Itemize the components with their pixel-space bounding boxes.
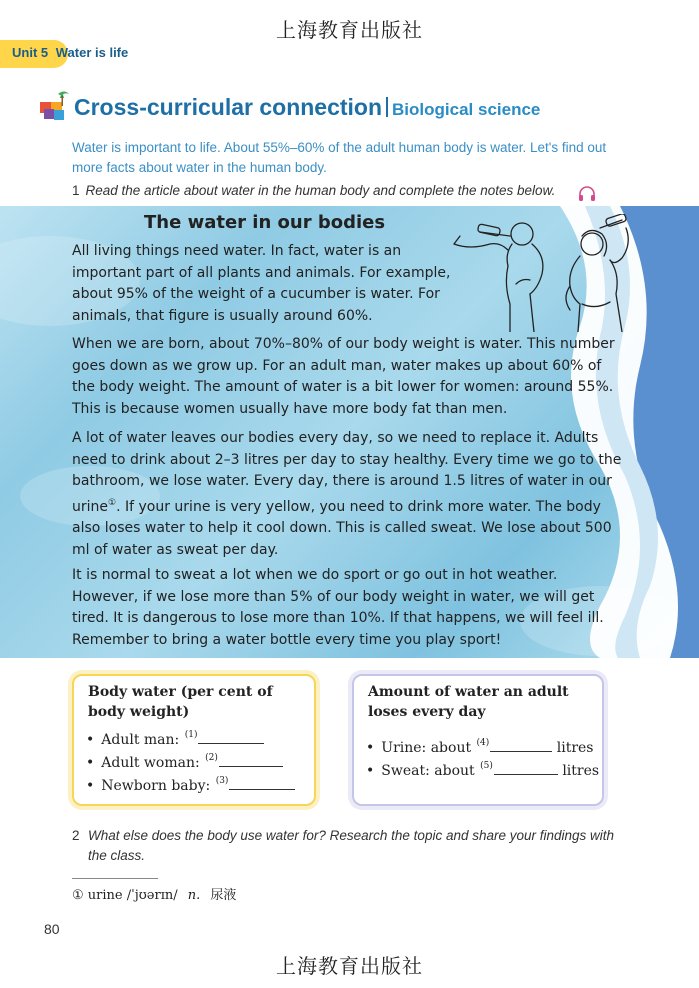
article-paragraph-3 bbox=[72, 428, 627, 561]
publisher-footer: 上海教育出版社 bbox=[276, 954, 423, 978]
unit-label-litres: litres bbox=[562, 763, 600, 779]
note-item-adult-woman bbox=[86, 753, 295, 776]
blank-number: (1) bbox=[184, 730, 198, 740]
water-loss-list bbox=[366, 738, 599, 784]
answer-blank-4[interactable] bbox=[490, 738, 552, 752]
task2-instruction bbox=[72, 826, 632, 866]
note-label: Newborn baby: bbox=[101, 778, 215, 794]
title-separator bbox=[386, 97, 388, 117]
unit-title: Water is life bbox=[55, 45, 129, 60]
blank-number: (4) bbox=[476, 738, 490, 748]
footnote-word: urine bbox=[87, 888, 123, 903]
answer-blank-5[interactable] bbox=[494, 761, 558, 775]
footnote-part-of-speech: n. bbox=[187, 888, 201, 903]
task1-text: Read the article about water in the human body and complete the notes below. bbox=[85, 183, 556, 198]
note-label: Sweat: about bbox=[381, 763, 480, 779]
note-item-adult-man bbox=[86, 730, 295, 753]
page-number: 80 bbox=[44, 921, 60, 937]
body-water-list bbox=[86, 730, 295, 799]
footnote-divider bbox=[72, 878, 158, 879]
blank-number: (5) bbox=[480, 761, 493, 771]
water-loss-notes bbox=[352, 674, 604, 806]
section-subtitle: Biological science bbox=[392, 100, 541, 119]
note-item-urine bbox=[366, 738, 599, 761]
paragraph-3-part-b: . If your urine is very yellow, you need to drink more water. The body also loses water to help it cool down. This is called sweat. We lose about 500 ml of water as sweat per day. bbox=[72, 498, 612, 558]
body-water-heading-line-2: body weight) bbox=[88, 704, 190, 720]
water-loss-heading-line-1: Amount of water an adult bbox=[368, 684, 569, 700]
answer-blank-2[interactable] bbox=[219, 753, 283, 767]
blank-number: (3) bbox=[215, 776, 229, 786]
paragraph-3-part-a: A lot of water leaves our bodies every day, so we need to replace it. Adults need to drink about 2–3 litres per day to stay healthy. Every time we go to the bathroom, we lose water. Every day, there is around 1.5 litres of water in our urine bbox=[72, 430, 622, 515]
article-paragraph-4: It is normal to sweat a lot when we do sport or go out in hot weather. However, if we lose more than 5% of our body weight in water, we will get tired. It is dangerous to lose more than 10%. If that happens, we will feel ill. Remember to bring a water bottle every time you play sport! bbox=[72, 567, 604, 648]
unit-number: Unit 5 bbox=[12, 45, 49, 60]
answer-blank-3[interactable] bbox=[229, 776, 295, 790]
article-paragraph-2: When we are born, about 70%–80% of our body weight is water. This number goes down as we grow up. For an adult man, water makes up about 60% of the body weight. The amount of water is a bit lower for women: around 55%. This is because women usually have more body fat than men. bbox=[72, 336, 615, 417]
footnote-marker: ① bbox=[108, 497, 117, 508]
note-item-sweat bbox=[366, 761, 599, 784]
unit-label bbox=[12, 45, 128, 60]
puzzle-tree-icon bbox=[38, 88, 72, 122]
task1-instruction bbox=[72, 183, 555, 198]
intro-text: Water is important to life. About 55%–60% of the adult human body is water. Let's find out more facts about water in the human body. bbox=[72, 140, 607, 175]
footnote-meaning: 尿液 bbox=[210, 888, 237, 903]
drinking-people-illustration bbox=[450, 214, 635, 332]
footnote bbox=[72, 884, 236, 903]
blank-number: (2) bbox=[205, 753, 218, 763]
task1-number: 1 bbox=[72, 183, 80, 198]
unit-label-litres: litres bbox=[556, 740, 594, 756]
section-heading bbox=[74, 94, 540, 121]
task2-text: What else does the body use water for? Research the topic and share your findings with the class. bbox=[88, 828, 615, 863]
article-title: The water in our bodies bbox=[144, 212, 386, 233]
section-title: Cross-curricular connection bbox=[74, 94, 383, 120]
footnote-mark: ① bbox=[72, 888, 84, 903]
body-water-heading-line-1: Body water (per cent of bbox=[88, 684, 273, 700]
footnote-ipa: /ˈjʊərɪn/ bbox=[126, 888, 178, 903]
article-paragraph-1: All living things need water. In fact, water is an important part of all plants and animals. For example, about 95% of the weight of a cucumber is water. For animals, that figure is usually around 60%. bbox=[72, 243, 451, 324]
water-loss-heading-line-2: loses every day bbox=[368, 704, 486, 720]
headphones-icon[interactable] bbox=[578, 186, 596, 202]
note-item-newborn-baby bbox=[86, 776, 295, 799]
note-label: Adult woman: bbox=[101, 755, 205, 771]
publisher-header: 上海教育出版社 bbox=[276, 18, 423, 42]
note-label: Adult man: bbox=[101, 732, 184, 748]
note-label: Urine: about bbox=[381, 740, 476, 756]
answer-blank-1[interactable] bbox=[198, 730, 264, 744]
water-loss-heading bbox=[368, 682, 569, 722]
body-water-heading bbox=[88, 682, 273, 722]
body-water-notes bbox=[72, 674, 316, 806]
task2-number: 2 bbox=[72, 828, 80, 843]
